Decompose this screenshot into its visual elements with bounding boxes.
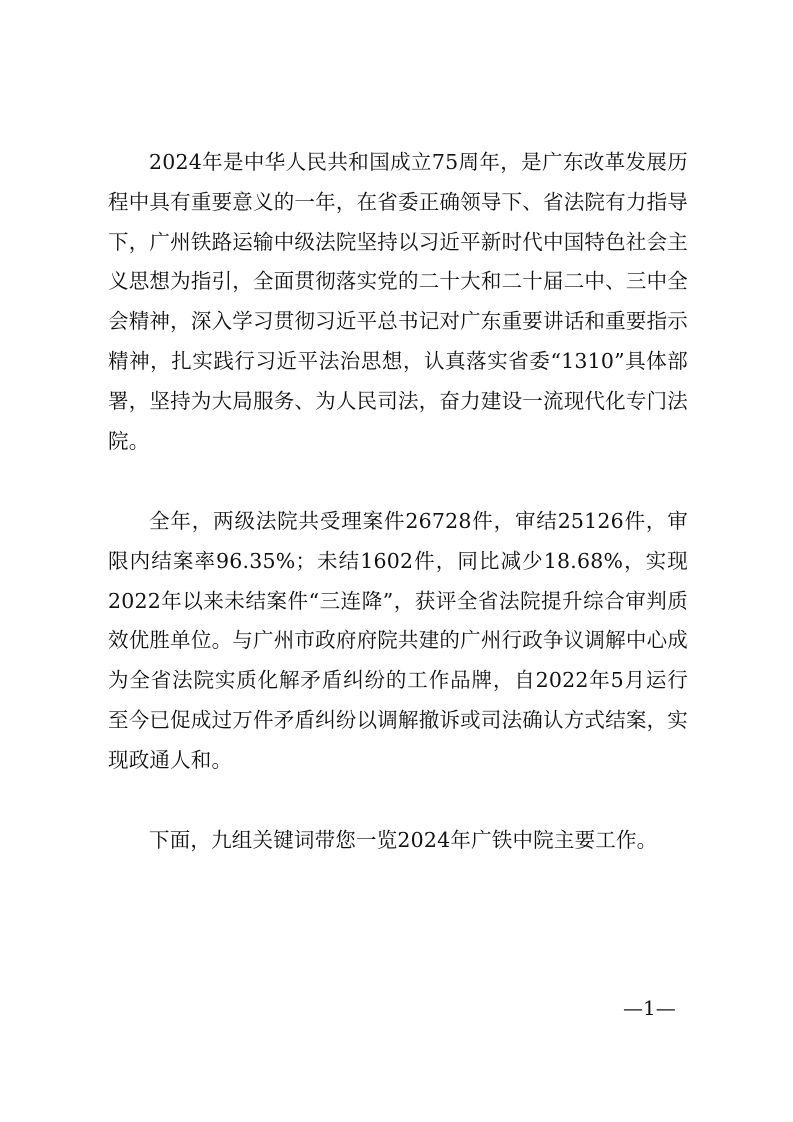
paragraph-annual-statistics: 全年，两级法院共受理案件26728件，审结25126件，审限内结案率96.35%；未结1602件，同比减少18.68%，实现2022年以来未结案件“三连降”，获评全省法院提升综合审判质效优胜单位。与广州市政府府院共建的广州行政争议调解中心成为全省法院实质化解矛盾纠纷的工作品牌，自2022年5月运行至今已促成过万件矛盾纠纷以调解撤诉或司法确认方式结案，实现政通人和。	[108, 509, 688, 772]
paragraph-keywords-intro: 下面，九组关键词带您一览2024年广铁中院主要工作。	[149, 828, 658, 852]
page-number: —1—	[623, 996, 676, 1020]
paragraph-intro: 2024年是中华人民共和国成立75周年，是广东改革发展历程中具有重要意义的一年，在省委正确领导下、省法院有力指导下，广州铁路运输中级法院坚持以习近平新时代中国特色社会主义思想为指引，全面贯彻落实党的二十大和二十届二中、三中全会精神，深入学习贯彻习近平总书记对广东重要讲话和重要指示精神，扎实践行习近平法治思想，认真落实省委“1310”具体部署，坚持为大局服务、为人民司法，奋力建设一流现代化专门法院。	[108, 150, 688, 453]
